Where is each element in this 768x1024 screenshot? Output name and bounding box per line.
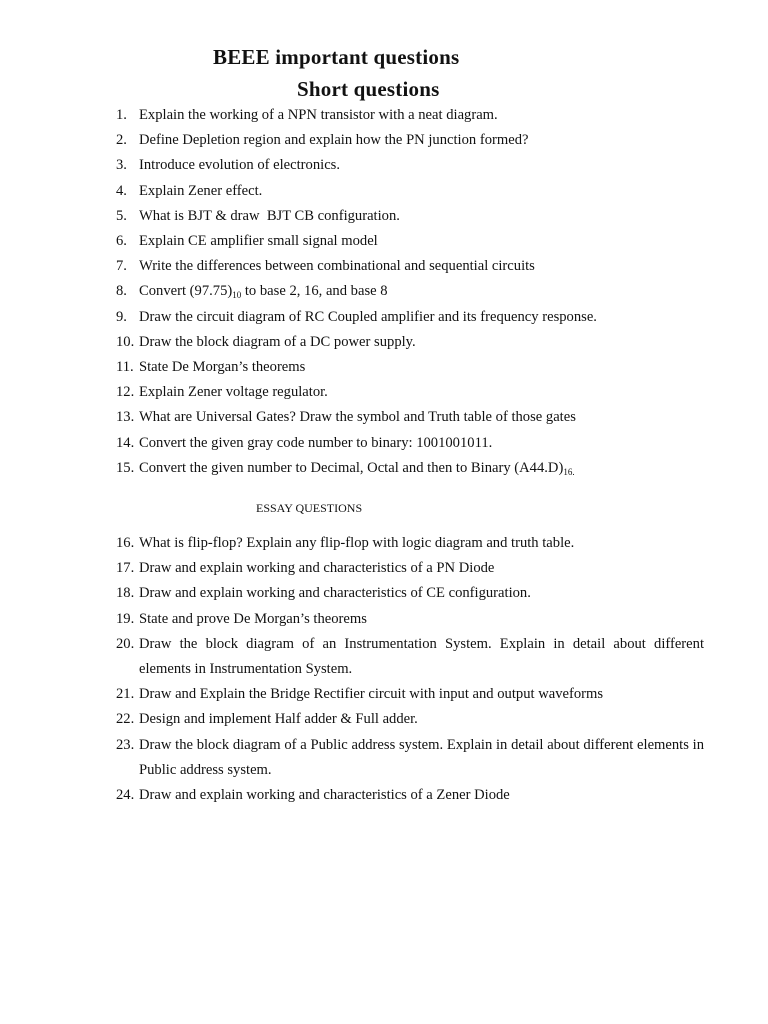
question-number: 20. — [116, 635, 135, 652]
question-text: Define Depletion region and explain how the PN junction formed? — [139, 132, 529, 149]
question-item — [116, 153, 704, 178]
question-number: 5. — [116, 207, 127, 224]
question-text: Draw the block diagram of a Public address system. Explain in detail about different elements in Public address system. — [139, 736, 704, 778]
question-item — [116, 581, 704, 606]
question-text: What is flip-flop? Explain any flip-flop with logic diagram and truth table. — [139, 535, 575, 551]
question-number: 9. — [116, 308, 127, 325]
question-item — [116, 254, 704, 279]
question-number: 2. — [116, 132, 127, 149]
question-number: 3. — [116, 157, 127, 174]
question-text: Draw the block diagram of a DC power supply. — [139, 333, 416, 350]
question-item — [116, 305, 704, 330]
question-text: Convert the given number to Decimal, Octal and then to Binary (A44.D) — [139, 459, 564, 476]
question-number: 21. — [116, 686, 135, 703]
question-number: 14. — [116, 434, 135, 451]
question-text: What is BJT & draw BJT CB configuration. — [139, 207, 400, 224]
question-item — [116, 330, 704, 355]
question-item — [116, 733, 704, 783]
question-text: Design and implement Half adder & Full adder. — [139, 711, 418, 728]
subscript: 16. — [563, 466, 575, 477]
question-number: 7. — [116, 258, 127, 275]
question-text: Draw and explain working and characteristics of CE configuration. — [139, 585, 531, 602]
question-number: 13. — [116, 409, 135, 426]
essay-questions-list — [116, 531, 704, 808]
subscript: 10 — [232, 290, 242, 301]
question-text: Convert (97.75) — [139, 283, 233, 300]
question-item — [116, 279, 704, 304]
question-text: Draw and Explain the Bridge Rectifier circuit with input and output waveforms — [139, 686, 604, 703]
question-number: 8. — [116, 283, 127, 300]
question-text: State De Morgan’s theorems — [139, 359, 306, 376]
question-text: Explain the working of a NPN transistor with a neat diagram. — [139, 107, 498, 123]
question-number: 4. — [116, 182, 127, 199]
question-text: Draw the circuit diagram of RC Coupled amplifier and its frequency response. — [139, 308, 597, 325]
question-text: Convert the given gray code number to binary: 1001001011. — [139, 434, 493, 451]
question-number: 10. — [116, 333, 135, 350]
question-item — [116, 204, 704, 229]
question-text: Draw and explain working and characteristics of a PN Diode — [139, 560, 495, 577]
question-item — [116, 179, 704, 204]
question-number: 16. — [116, 535, 135, 551]
question-number: 1. — [116, 107, 127, 123]
question-text: Explain Zener voltage regulator. — [139, 384, 328, 401]
question-text: State and prove De Morgan’s theorems — [139, 610, 367, 627]
document-title: BEEE important questions — [213, 45, 460, 69]
question-item — [116, 531, 704, 556]
question-text: Introduce evolution of electronics. — [139, 157, 340, 174]
question-item — [116, 607, 704, 632]
question-number: 11. — [116, 359, 134, 376]
question-item — [116, 128, 704, 153]
question-item — [116, 380, 704, 405]
question-item — [116, 456, 704, 481]
question-text: Explain Zener effect. — [139, 182, 263, 199]
question-number: 18. — [116, 585, 135, 602]
question-number: 19. — [116, 610, 135, 627]
question-item — [116, 103, 704, 128]
question-number: 24. — [116, 787, 135, 804]
question-item — [116, 783, 704, 808]
question-number: 12. — [116, 384, 135, 401]
question-text: What are Universal Gates? Draw the symbol and Truth table of those gates — [139, 409, 576, 426]
question-text: Write the differences between combinational and sequential circuits — [139, 258, 535, 275]
question-item — [116, 431, 704, 456]
question-text: Draw and explain working and characteristics of a Zener Diode — [139, 787, 510, 804]
section-heading-essay-questions: ESSAY QUESTIONS — [256, 501, 363, 515]
question-item — [116, 229, 704, 254]
question-item — [116, 355, 704, 380]
question-number: 15. — [116, 459, 135, 476]
short-questions-list — [116, 103, 704, 481]
question-number: 6. — [116, 233, 127, 250]
question-item — [116, 682, 704, 707]
question-item — [116, 707, 704, 732]
section-title-short-questions: Short questions — [297, 77, 440, 101]
question-number: 22. — [116, 711, 135, 728]
question-number: 23. — [116, 736, 135, 753]
question-text-continued: to base 2, 16, and base 8 — [241, 283, 388, 300]
question-item — [116, 632, 704, 682]
question-number: 17. — [116, 560, 135, 577]
question-text: Explain CE amplifier small signal model — [139, 233, 378, 250]
question-item — [116, 556, 704, 581]
question-item — [116, 405, 704, 430]
question-text: Draw the block diagram of an Instrumentation System. Explain in detail about different elements in Instrumentation System. — [139, 635, 704, 678]
